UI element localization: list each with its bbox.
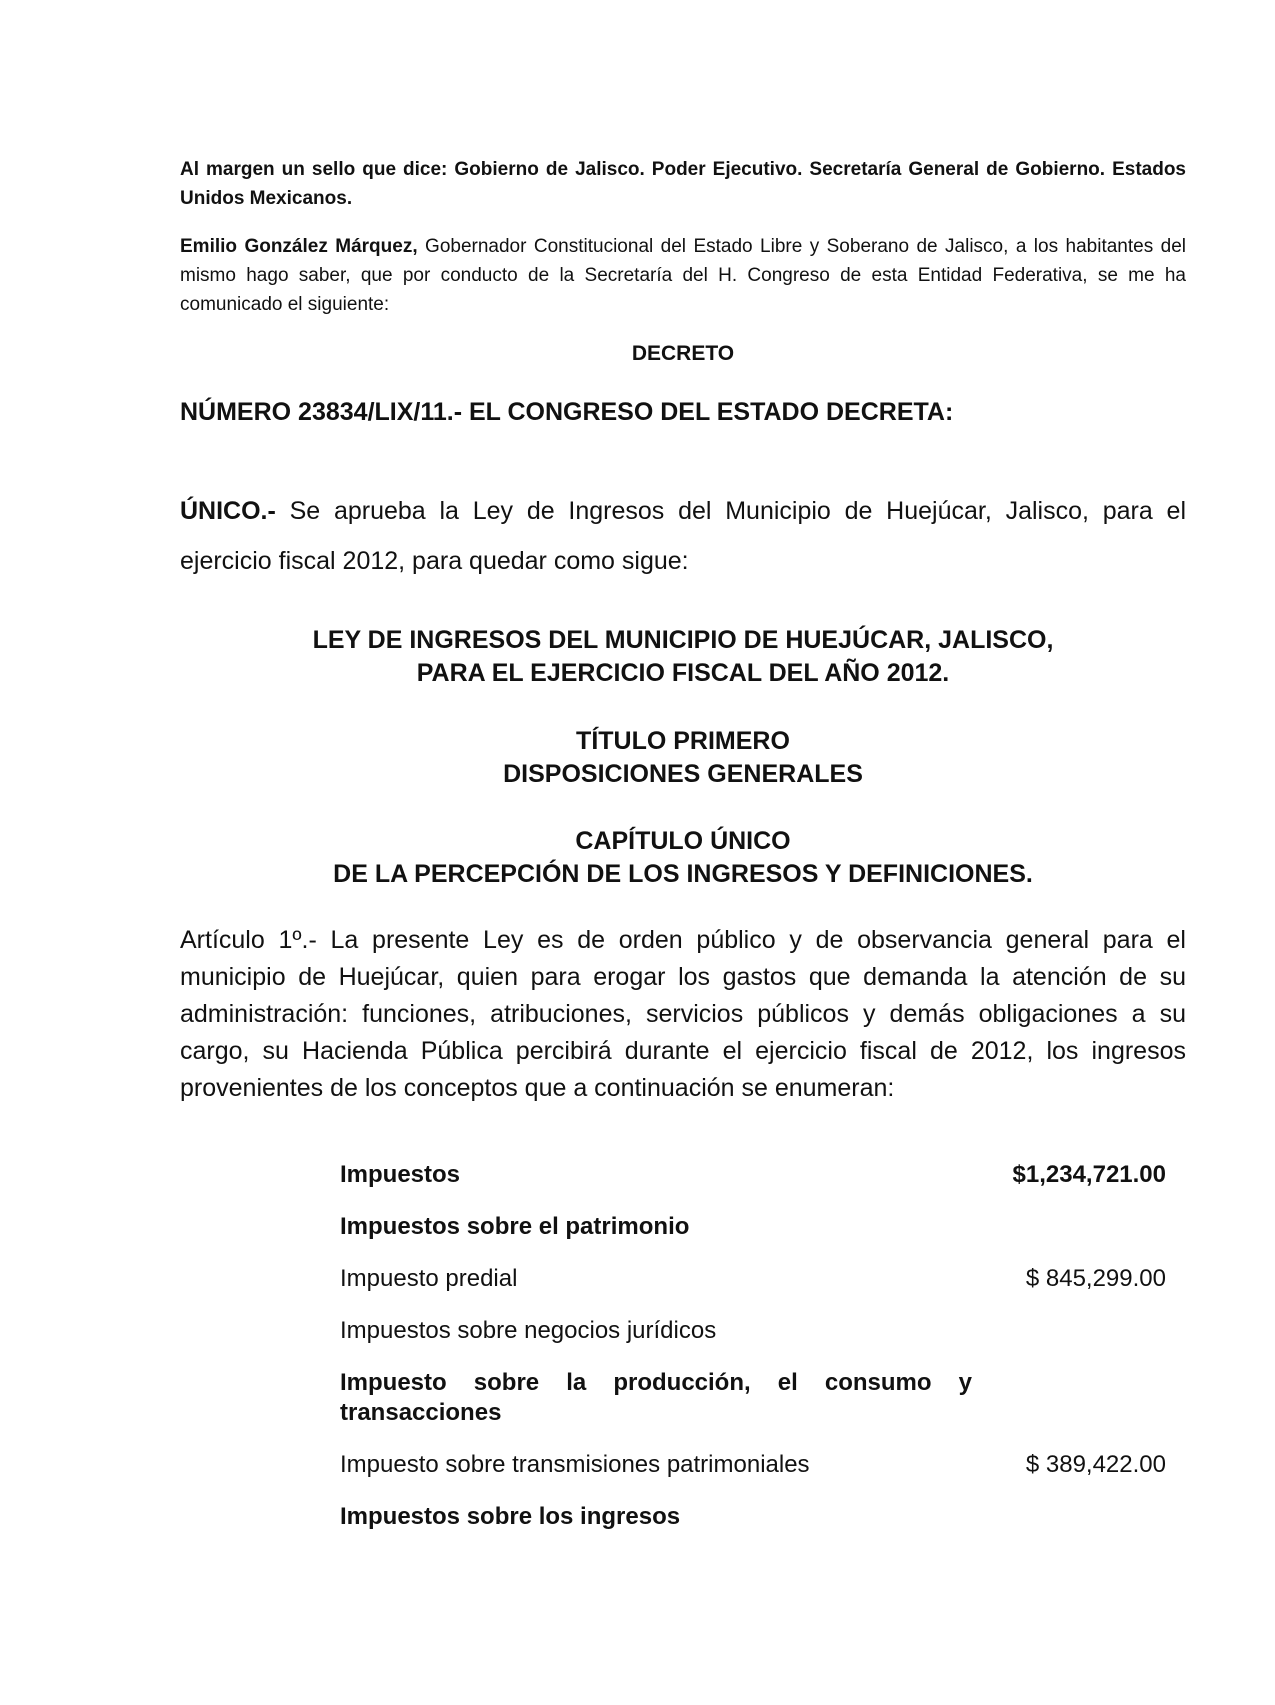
governor-name: Emilio González Márquez, [180,236,418,257]
row-label-wrapped-line1: Impuesto sobre la producción, el consumo y [340,1369,972,1396]
row-amount: $ 845,299.00 [1025,1265,1166,1292]
row-label: Impuestos sobre los ingresos [340,1503,681,1530]
row-label-wrapped-line2: transacciones [340,1399,502,1426]
law-title-line1: LEY DE INGRESOS DEL MUNICIPIO DE HUEJÚCAR, JALISCO, [312,626,1054,654]
law-title-line2: PARA EL EJERCICIO FISCAL DEL AÑO 2012. [416,659,950,687]
row-amount: $ 389,422.00 [1025,1451,1166,1478]
title-primero-line2: DISPOSICIONES GENERALES [503,760,863,788]
unico-label: ÚNICO.- [180,497,276,525]
unico-paragraph [180,486,1186,586]
intro-paragraph [180,232,1186,319]
article-1: Artículo 1º.- La presente Ley es de orden público y de observancia general para el municipio de Huejúcar, quien para erogar los gastos que demanda la atención de su administración: funciones, atribuciones, servicios públicos y demás obligaciones a su cargo, su Hacienda Pública percibirá durante el ejercicio fiscal de 2012, los ingresos provenientes de los conceptos que a continuación se enumeran: [180,926,1186,1102]
unico-text: Se aprueba la Ley de Ingresos del Municipio de Huejúcar, Jalisco, para el ejercicio fiscal 2012, para quedar como sigue: [180,497,1186,575]
row-label: Impuesto sobre transmisiones patrimoniales [340,1451,810,1478]
row-label: Impuestos sobre el patrimonio [340,1213,690,1240]
decree-number: NÚMERO 23834/LIX/11.- EL CONGRESO DEL ESTADO DECRETA: [180,398,954,426]
capitulo-unico [180,825,1186,891]
decree-title: DECRETO [631,342,735,365]
margin-note: Al margen un sello que dice: Gobierno de Jalisco. Poder Ejecutivo. Secretaría General de Gobierno. Estados Unidos Mexicanos. [180,159,1186,209]
intro-text: Gobernador Constitucional del Estado Libre y Soberano de Jalisco, a los habitantes del mismo hago saber, que por conducto de la Secretaría del H. Congreso de esta Entidad Federativa, se me ha comunicado el siguiente: [180,236,1186,315]
law-title [180,624,1186,690]
row-label: Impuestos sobre negocios jurídicos [340,1317,717,1344]
row-label: Impuestos [340,1161,461,1188]
row-amount: $1,234,721.00 [1012,1161,1166,1188]
title-primero-line1: TÍTULO PRIMERO [576,727,790,755]
title-primero [180,725,1186,791]
row-label: Impuesto predial [340,1265,518,1292]
capitulo-line1: CAPÍTULO ÚNICO [575,827,791,855]
capitulo-line2: DE LA PERCEPCIÓN DE LOS INGRESOS Y DEFINICIONES. [333,860,1033,888]
